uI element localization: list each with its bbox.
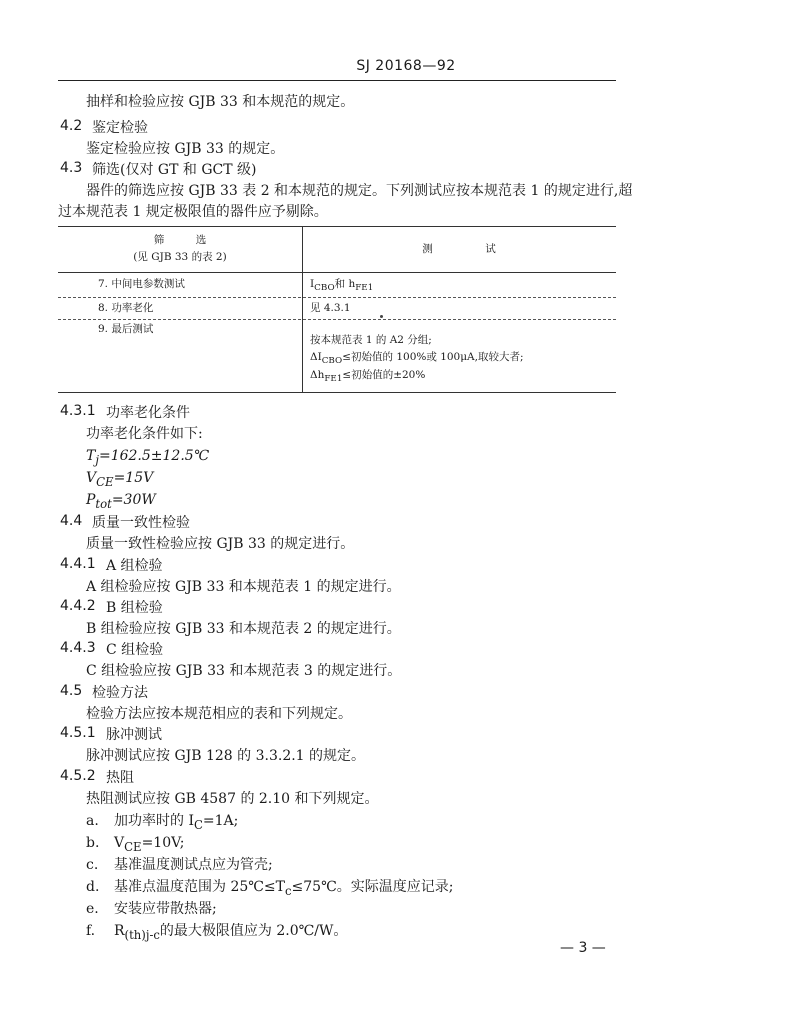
condition-junction-temp: $T_j=162.5\pm 12.5℃$	[86, 448, 210, 467]
list-item-mark: d.	[86, 879, 100, 895]
condition-ptot: $P_{tot}=30W$	[86, 492, 156, 511]
section-number-4-5-2: 4.5.2	[60, 768, 96, 784]
table-bottom-rule	[58, 392, 616, 393]
list-item-mark: f.	[86, 923, 96, 939]
section-number-4-3-1: 4.3.1	[60, 403, 96, 419]
section-body-4-3-1: 功率老化条件如下:	[86, 426, 203, 442]
section-body-4-5-1: 脉冲测试应按 GJB 128 的 3.3.2.1 的规定。	[86, 748, 366, 764]
list-item-text: 安装应带散热器;	[114, 901, 217, 917]
scan-speck	[380, 315, 383, 318]
document-code: SJ 20168—92	[356, 58, 456, 74]
list-item-text: $V_{CE}=10V$;	[114, 835, 185, 854]
section-title-4-4-1: A 组检验	[106, 558, 163, 574]
section-number-4-4-2: 4.4.2	[60, 598, 96, 614]
table-row-divider	[58, 319, 616, 320]
list-item-text: 基准温度测试点应为管壳;	[114, 857, 273, 873]
table-head-left-line2: (见 GJB 33 的表 2)	[133, 251, 227, 263]
section-body-4-5-2: 热阻测试应按 GB 4587 的 2.10 和下列规定。	[86, 791, 379, 807]
table-row-7-right: $I_{CBO}$和 $h_{FE1}$	[310, 278, 374, 294]
section-number-4-3: 4.3	[60, 160, 83, 176]
section-body-4-4-3: C 组检验应按 GJB 33 和本规范表 3 的规定进行。	[86, 663, 402, 679]
list-item-mark: a.	[86, 813, 99, 829]
section-body-4-4-2: B 组检验应按 GJB 33 和本规范表 2 的规定进行。	[86, 621, 401, 637]
section-title-4-4-3: C 组检验	[106, 642, 164, 658]
table-row-9-right-line2: $\Delta I_{CBO}\le$初始值的 100%或 100μA,取较大者;	[310, 351, 524, 367]
table-top-rule	[58, 226, 616, 227]
section-body-4-3-line2: 过本规范表 1 规定极限值的器件应予剔除。	[58, 204, 328, 220]
list-item-text: $R_{(th)j-c}$的最大极限值应为 2.0℃/W。	[114, 923, 348, 942]
section-title-4-4: 质量一致性检验	[92, 515, 190, 531]
section-title-4-4-2: B 组检验	[106, 600, 163, 616]
table-row-7-left: 7. 中间电参数测试	[98, 278, 185, 290]
list-item-mark: b.	[86, 835, 100, 851]
list-item-mark: e.	[86, 901, 99, 917]
condition-vce: $V_{CE}=15V$	[86, 470, 154, 489]
section-body-4-4: 质量一致性检验应按 GJB 33 的规定进行。	[86, 536, 355, 552]
section-title-4-5-1: 脉冲测试	[106, 727, 162, 743]
table-row-8-right: 见 4.3.1	[310, 302, 351, 314]
section-number-4-4-3: 4.4.3	[60, 640, 96, 656]
list-item-text: 基准点温度范围为 $25℃\le T_c\le 75℃$。实际温度应记录;	[114, 879, 454, 898]
table-head-rule	[58, 272, 616, 273]
list-item-text: 加功率时的 $I_C=1A$;	[114, 813, 239, 832]
section-title-4-5: 检验方法	[92, 685, 148, 701]
table-row-9-right-line1: 按本规范表 1 的 A2 分组;	[310, 334, 432, 346]
section-body-4-4-1: A 组检验应按 GJB 33 和本规范表 1 的规定进行。	[86, 579, 401, 595]
page-number: — 3 —	[560, 940, 606, 956]
section-number-4-4-1: 4.4.1	[60, 556, 96, 572]
section-number-4-5-1: 4.5.1	[60, 725, 96, 741]
section-title-4-3-1: 功率老化条件	[106, 405, 190, 421]
list-item-mark: c.	[86, 857, 99, 873]
table-row-9-left: 9. 最后测试	[98, 323, 154, 335]
section-title-4-2: 鉴定检验	[92, 120, 148, 136]
table-row-9-right-line3: $\Delta h_{FE1}\le$初始值的±20%	[310, 369, 426, 385]
section-title-4-3: 筛选(仅对 GT 和 GCT 级)	[92, 162, 257, 178]
table-head-left-line1: 筛 选	[153, 234, 207, 246]
table-row-8-left: 8. 功率老化	[98, 302, 154, 314]
paragraph-sampling: 抽样和检验应按 GJB 33 和本规范的规定。	[86, 94, 355, 110]
section-number-4-5: 4.5	[60, 683, 83, 699]
header-rule	[58, 80, 616, 81]
section-body-4-5: 检验方法应按本规范相应的表和下列规定。	[86, 706, 352, 722]
section-number-4-2: 4.2	[60, 118, 83, 134]
table-row-divider	[58, 297, 616, 298]
section-body-4-3-line1: 器件的筛选应按 GJB 33 表 2 和本规范的规定。下列测试应按本规范表 1 的规定进行,超	[86, 183, 633, 199]
table-head-right: 测 试	[422, 243, 496, 255]
section-title-4-5-2: 热阻	[106, 770, 134, 786]
section-body-4-2: 鉴定检验应按 GJB 33 的规定。	[86, 141, 285, 157]
section-number-4-4: 4.4	[60, 513, 83, 529]
